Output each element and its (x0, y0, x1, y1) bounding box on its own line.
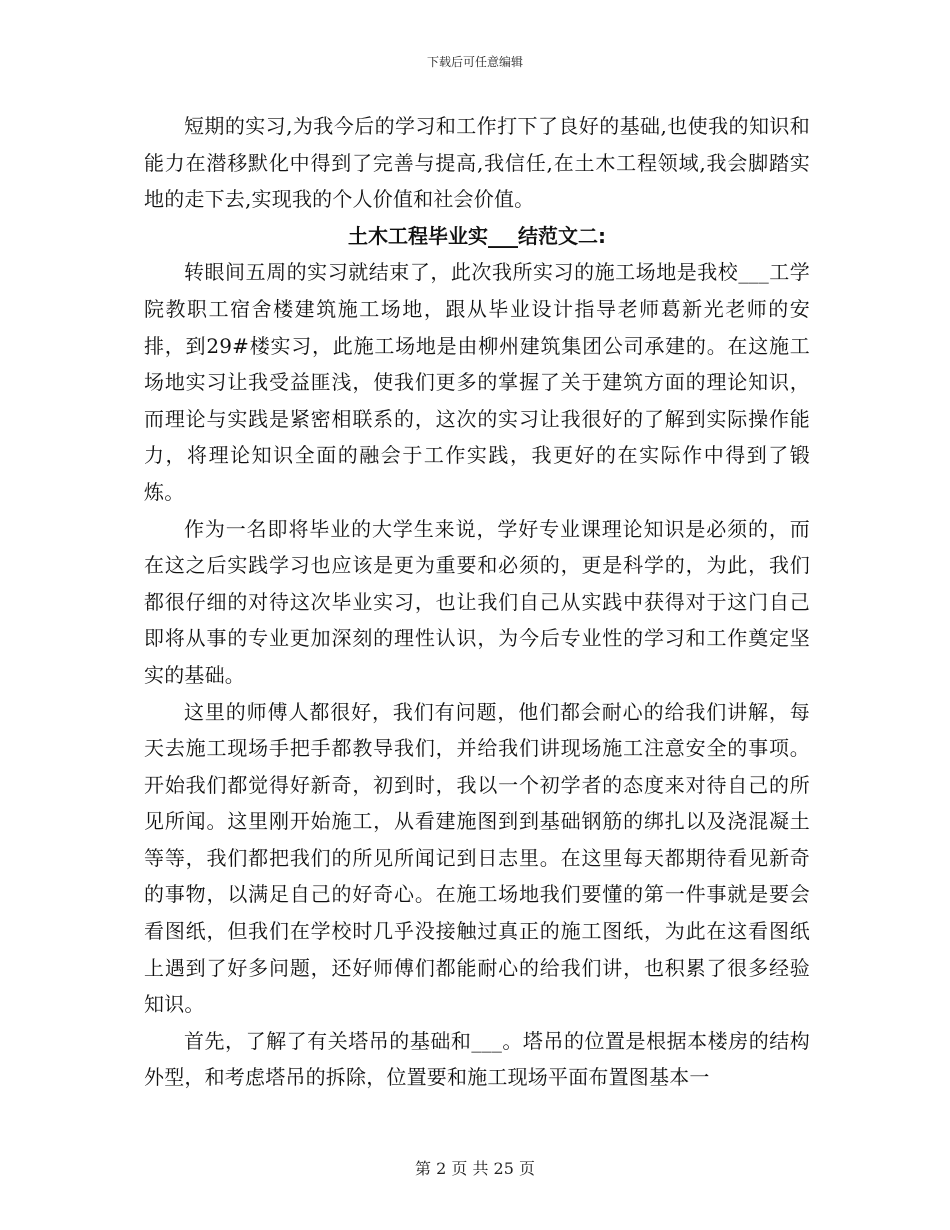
paragraph-4: 首先，了解了有关塔吊的基础和___。塔吊的位置是根据本楼房的结构外型，和考虑塔吊的拆除，位置要和施工现场平面布置图基本一 (144, 1028, 810, 1090)
page-header: 下载后可任意编辑 (426, 55, 523, 69)
paragraph-2: 作为一名即将毕业的大学生来说，学好专业课理论知识是必须的，而在这之后实践学习也应该是更为重要和必须的，更是科学的，为此，我们都很仔细的对待这次毕业实习，也让我们自己从实践中获得对于这门自己即将从事的专业更加深刻的理性认识，为今后专业性的学习和工作奠定坚实的基础。 (144, 516, 810, 687)
paragraph-3: 这里的师傅人都很好，我们有问题，他们都会耐心的给我们讲解，每天去施工现场手把手都教导我们，并给我们讲现场施工注意安全的事项。开始我们都觉得好新奇，初到时，我以一个初学者的态度来对待自己的所见所闻。这里刚开始施工，从看建施图到到基础钢筋的绑扎以及浇混凝土等等，我们都把我们的所见所闻记到日志里。在这里每天都期待看见新奇的事物，以满足自己的好奇心。在施工场地我们要懂的第一件事就是要会看图纸，但我们在学校时几乎没接触过真正的施工图纸，为此在这看图纸上遇到了好多问题，还好师傅们都能耐心的给我们讲，也积累了很多经验知识。 (144, 699, 810, 1017)
paragraph-1: 转眼间五周的实习就结束了，此次我所实习的施工场地是我校___工学院教职工宿舍楼建筑施工场地，跟从毕业设计指导老师葛新光老师的安排，到29#楼实习，此施工场地是由柳州建筑集团公司承建的。在这施工场地实习让我受益匪浅，使我们更多的掌握了关于建筑方面的理论知识，而理论与实践是紧密相联系的，这次的实习让我很好的了解到实际操作能力，将理论知识全面的融会于工作实践，我更好的在实际作中得到了锻炼。 (144, 260, 810, 504)
document-body (144, 108, 810, 1096)
page-footer: 第 2 页 共 25 页 (415, 1159, 535, 1178)
paragraph-intro: 短期的实习,为我今后的学习和工作打下了良好的基础,也使我的知识和能力在潜移默化中得到了完善与提高,我信任,在土木工程领域,我会脚踏实地的走下去,实现我的个人价值和社会价值。 (144, 114, 810, 212)
section-title: 土木工程毕业实___结范文二: (348, 223, 606, 248)
